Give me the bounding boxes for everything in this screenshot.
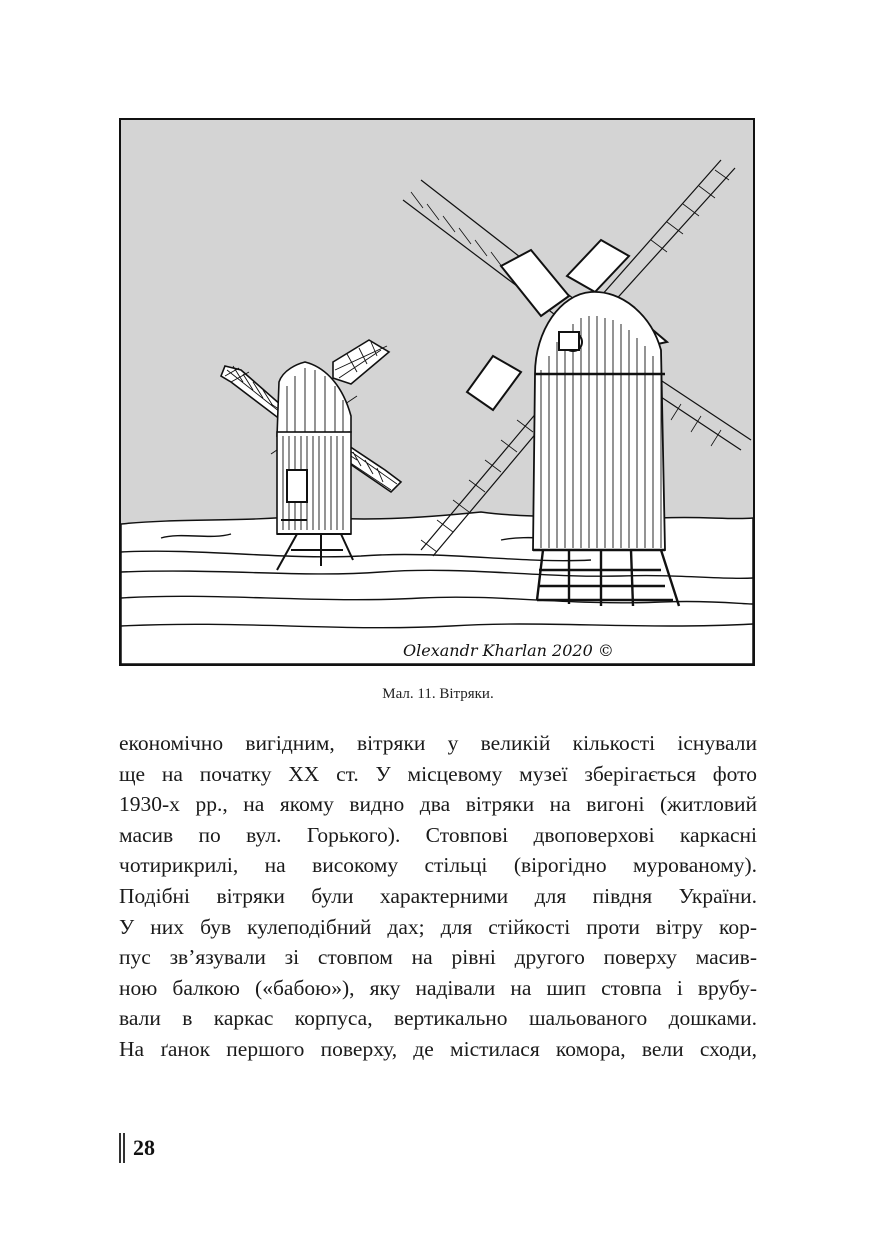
text-line: чотирикрилі, на високому стільці (вірогідно мурованому). (119, 853, 757, 878)
artist-signature: Olexandr Kharlan 2020 © (403, 641, 614, 660)
text-line: Подібні вітряки були характерними для півдня України. (119, 883, 757, 908)
text-line: економічно вигідним, вітряки у великій кількості існували (119, 731, 757, 755)
text-line: У них був кулеподібний дах; для стійкості проти вітру кор- (119, 914, 757, 939)
text-line: 1930-х рр., на якому видно два вітряки на вигоні (житловий (119, 792, 757, 817)
text-line: вали в каркас корпуса, вертикально шальованого дошками. (119, 1006, 757, 1031)
body-text (119, 728, 757, 1065)
page-number: 28 (133, 1135, 155, 1160)
page-marker-bar (119, 1133, 125, 1163)
windmills-illustration (119, 118, 755, 666)
page-footer (119, 1132, 155, 1164)
text-line: масив по вул. Горького). Стовпові двоповерхові каркасні (119, 822, 757, 847)
figure-caption: Мал. 11. Вітряки. (382, 686, 494, 702)
text-line: На ґанок першого поверху, де містилася комора, вели сходи, (119, 1036, 757, 1061)
text-line: ще на початку XX ст. У місцевому музеї зберігається фото (119, 761, 757, 786)
text-line: ною балкою («бабою»), яку надівали на шип стовпа і врубу- (119, 975, 757, 1000)
text-line: пус зв’язували зі стовпом на рівні другого поверху масив- (119, 945, 757, 970)
